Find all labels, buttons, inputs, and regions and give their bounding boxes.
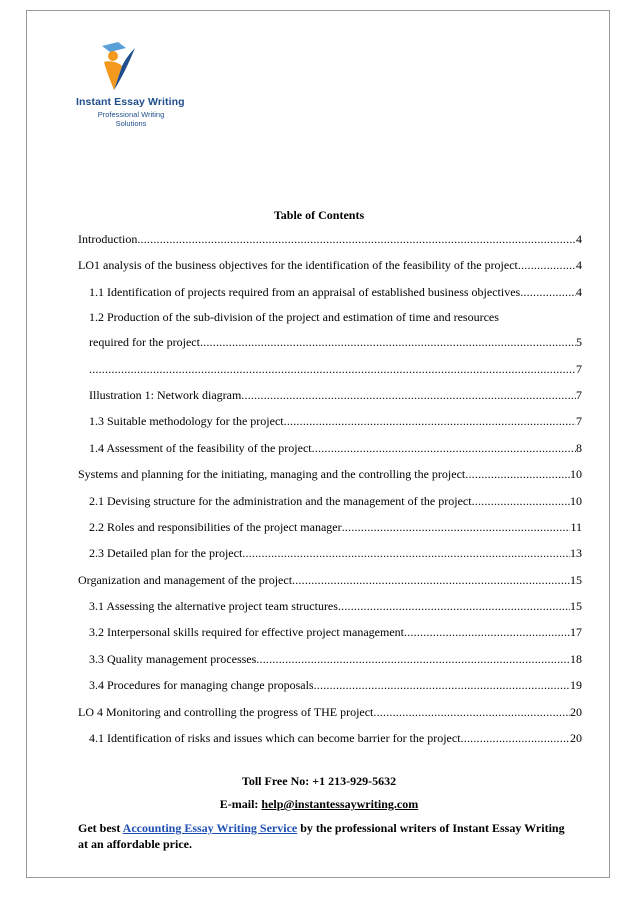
toc-page-number: 20 (570, 731, 582, 746)
toc-leader-dots (242, 540, 570, 566)
toc-page-number: 18 (570, 651, 582, 666)
toc-entry-introduction[interactable] (78, 226, 582, 252)
toc-entry-text-line1: 1.2 Production of the sub-division of the project and estimation of time and resources (89, 310, 499, 325)
toc-entry-text: 1.4 Assessment of the feasibility of the project (89, 440, 312, 455)
toc-entry-text: LO1 analysis of the business objectives for the identification of the feasibility of the project (78, 258, 518, 273)
toc-entry-text: 1.1 Identification of projects required from an appraisal of established business objectives (89, 284, 521, 299)
toc-page-number: 15 (570, 599, 582, 614)
toc-entry-text: Illustration 1: Network diagram (89, 387, 242, 402)
toc-entry-lo4[interactable] (78, 699, 582, 725)
toc-entry-2-2[interactable] (78, 514, 582, 540)
toc-page-number: 7 (576, 361, 582, 376)
toc-entry-systems-planning[interactable] (78, 461, 582, 487)
toc-entry-3-4[interactable] (78, 672, 582, 698)
toc-leader-dots (520, 279, 576, 305)
toc-entry-lo1[interactable] (78, 252, 582, 278)
logo-subtitle-2: Solutions (115, 119, 147, 128)
toc-leader-dots (465, 461, 570, 487)
toc-leader-dots (256, 646, 570, 672)
toc-entry-2-3[interactable] (78, 540, 582, 566)
toc-page-number: 10 (570, 493, 582, 508)
toc-entry-3-3[interactable] (78, 646, 582, 672)
toc-entry-2-1[interactable] (78, 488, 582, 514)
toc-page-number: 7 (576, 387, 582, 402)
footer-promo-after: by the professional writers of Instant Essay Writing at an affordable price. (78, 821, 565, 851)
toc-leader-dots (284, 408, 576, 434)
toc-leader-dots (518, 252, 576, 278)
toc-leader-dots (200, 329, 576, 355)
toc-leader-dots (312, 435, 576, 461)
toc-entry-text: Systems and planning for the initiating, managing and the controlling the project (78, 467, 466, 482)
toc-entry-1-2[interactable] (78, 305, 582, 355)
footer-email-line (0, 797, 638, 812)
footer-email-prefix: E-mail: (219, 797, 262, 811)
toc-leader-dots (338, 593, 570, 619)
toc-leader-dots (373, 699, 570, 725)
toc-entry-3-2[interactable] (78, 619, 582, 645)
toc-leader-dots (292, 567, 570, 593)
footer-promo-before: Get best (78, 821, 123, 835)
toc-entry-text: Organization and management of the project (78, 572, 293, 587)
toc-page-number: 15 (570, 572, 582, 587)
toc-leader-dots (404, 619, 570, 645)
toc-entry-text: 1.3 Suitable methodology for the project (89, 414, 284, 429)
toc-entry-text: 3.4 Procedures for managing change proposals (89, 678, 314, 693)
toc-entry-text: 3.1 Assessing the alternative project team structures (89, 599, 338, 614)
logo-subtitle-1: Professional Writing (97, 110, 165, 119)
toc-leader-dots (314, 672, 570, 698)
logo (76, 40, 186, 140)
toc-leader-dots (241, 382, 576, 408)
toc-entry-1-3[interactable] (78, 408, 582, 434)
toc-entry-text: 4.1 Identification of risks and issues which can become barrier for the project (89, 731, 461, 746)
toc-entry-text: 2.2 Roles and responsibilities of the project manager (89, 519, 342, 534)
table-of-contents (78, 226, 582, 751)
toc-entry-text: 3.2 Interpersonal skills required for effective project management (89, 625, 404, 640)
footer-promo-link[interactable]: Accounting Essay Writing Service (122, 821, 298, 835)
toc-page-number: 13 (570, 546, 582, 561)
toc-entry-1-4[interactable] (78, 435, 582, 461)
toc-page-number: 20 (570, 704, 582, 719)
toc-entry-1-1[interactable] (78, 279, 582, 305)
toc-page-number: 10 (570, 467, 582, 482)
toc-entry-text: Introduction (78, 232, 138, 246)
toc-page-number: 8 (576, 440, 582, 455)
toc-leader-dots (461, 725, 570, 751)
toc-page-number: 5 (576, 335, 582, 350)
toc-page-number: 11 (570, 519, 582, 534)
toc-title: Table of Contents (273, 208, 365, 222)
toc-page-number: 4 (576, 284, 582, 299)
toc-entry-text: 2.1 Devising structure for the administration and the management of the project (89, 493, 472, 508)
toc-page-number: 7 (576, 414, 582, 429)
toc-entry-4-1[interactable] (78, 725, 582, 751)
footer-promo (78, 820, 568, 852)
toc-entry-text-line2: required for the project (89, 335, 200, 350)
toc-leader-dots (89, 356, 576, 382)
logo-title: Instant Essay Writing (76, 96, 185, 108)
footer-phone: Toll Free No: +1 213-929-5632 (241, 774, 397, 788)
toc-entry-3-1[interactable] (78, 593, 582, 619)
toc-page-number: 4 (576, 232, 582, 246)
toc-page-number: 17 (570, 625, 582, 640)
toc-entry-text: LO 4 Monitoring and controlling the progress of THE project (78, 704, 374, 719)
footer-email-link[interactable]: help@instantessaywriting.com (261, 797, 419, 811)
toc-entry-text: 2.3 Detailed plan for the project (89, 546, 243, 561)
writer-figure-icon (96, 40, 136, 94)
toc-page-number: 4 (576, 258, 582, 273)
toc-leader-dots (137, 226, 576, 252)
toc-page-number: 19 (570, 678, 582, 693)
toc-entry-text: 3.3 Quality management processes (89, 651, 257, 666)
toc-entry-blank[interactable] (78, 356, 582, 382)
toc-leader-dots (342, 514, 571, 540)
toc-leader-dots (472, 488, 570, 514)
toc-entry-organization[interactable] (78, 567, 582, 593)
toc-entry-illustration-1[interactable] (78, 382, 582, 408)
